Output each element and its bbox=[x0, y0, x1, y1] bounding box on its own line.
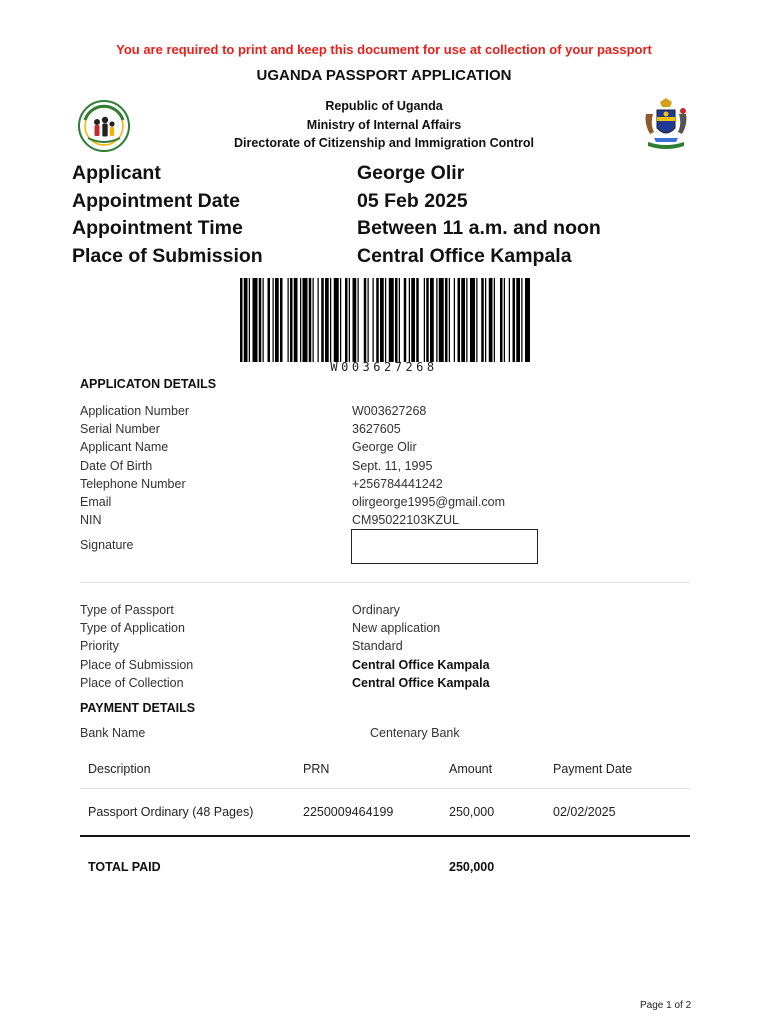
detail-label: Serial Number bbox=[80, 422, 160, 437]
barcode-bar bbox=[525, 278, 530, 362]
column-header: PRN bbox=[303, 762, 330, 776]
detail-value: Sept. 11, 1995 bbox=[352, 458, 433, 473]
signature-label: Signature bbox=[80, 538, 134, 552]
detail-value: George Olir bbox=[352, 440, 417, 455]
detail-label: Place of Collection bbox=[80, 675, 184, 690]
payment-date: 02/02/2025 bbox=[553, 805, 616, 819]
email-value: olirgeorge1995@gmail.com bbox=[352, 495, 506, 510]
barcode-bar bbox=[500, 278, 503, 362]
passport-details-list bbox=[80, 601, 690, 692]
barcode-bar bbox=[385, 278, 386, 362]
barcode-bar bbox=[373, 278, 374, 362]
summary-row-time bbox=[72, 215, 712, 243]
barcode-bar bbox=[268, 278, 271, 362]
detail-value: CM95022103KZUL bbox=[352, 513, 460, 528]
barcode-text: W003627268 bbox=[330, 360, 438, 374]
detail-value: +256784441242 bbox=[352, 476, 443, 491]
barcode-bar bbox=[253, 278, 258, 362]
barcode-bar bbox=[263, 278, 264, 362]
detail-label: Place of Submission bbox=[80, 657, 194, 672]
barcode-bar bbox=[494, 278, 495, 362]
barcode-bar bbox=[330, 278, 331, 362]
barcode-bar bbox=[358, 278, 359, 362]
barcode-bar bbox=[404, 278, 407, 362]
barcode-bar bbox=[439, 278, 444, 362]
detail-row bbox=[80, 457, 690, 475]
payment-table bbox=[80, 750, 690, 897]
barcode-bar bbox=[288, 278, 289, 362]
total-value: 250,000 bbox=[449, 860, 495, 874]
barcode-bar bbox=[294, 278, 298, 362]
barcode-bar bbox=[476, 278, 477, 362]
detail-row bbox=[80, 402, 690, 420]
barcode-bar bbox=[416, 278, 419, 362]
barcode-bar bbox=[389, 278, 394, 362]
detail-label: Applicant Name bbox=[80, 440, 169, 455]
application-details-title: APPLICATON DETAILS bbox=[80, 377, 217, 391]
barcode-bar bbox=[424, 278, 425, 362]
section-divider bbox=[80, 582, 690, 583]
barcode-bar bbox=[409, 278, 410, 362]
barcode-bar bbox=[489, 278, 493, 362]
application-details-list bbox=[80, 402, 690, 529]
detail-label: Date Of Birth bbox=[80, 458, 153, 473]
detail-row bbox=[80, 637, 690, 655]
barcode-bar bbox=[249, 278, 250, 362]
detail-row bbox=[80, 438, 690, 456]
detail-label: Application Number bbox=[80, 404, 190, 419]
detail-label: Type of Passport bbox=[80, 603, 174, 618]
barcode-bar bbox=[244, 278, 248, 362]
table-row bbox=[80, 789, 690, 837]
barcode-bar bbox=[380, 278, 384, 362]
barcode-bar bbox=[303, 278, 308, 362]
payment-prn: 2250009464199 bbox=[303, 805, 394, 819]
summary-row-date bbox=[72, 188, 712, 216]
barcode-bar bbox=[470, 278, 475, 362]
summary-label: Applicant bbox=[72, 162, 161, 185]
detail-value: 3627605 bbox=[352, 422, 401, 437]
detail-row bbox=[80, 656, 690, 674]
summary-label: Appointment Time bbox=[72, 217, 243, 240]
barcode-bar bbox=[364, 278, 367, 362]
page-number: Page 1 of 2 bbox=[640, 1000, 692, 1011]
collection-notice: You are required to print and keep this document for use at collection of your passport bbox=[116, 42, 652, 57]
barcode-bar bbox=[313, 278, 314, 362]
detail-row bbox=[80, 601, 690, 619]
barcode-bar bbox=[399, 278, 400, 362]
detail-value: Ordinary bbox=[352, 603, 400, 618]
barcode-bar bbox=[458, 278, 461, 362]
signature-box bbox=[351, 529, 538, 564]
barcode-bar bbox=[334, 278, 339, 362]
barcode-bar bbox=[325, 278, 329, 362]
document-title: UGANDA PASSPORT APPLICATION bbox=[256, 67, 512, 84]
barcode-bar bbox=[436, 278, 437, 362]
bank-name-label: Bank Name bbox=[80, 726, 146, 740]
bank-name-value: Centenary Bank bbox=[370, 726, 460, 740]
barcode-bar bbox=[309, 278, 312, 362]
header-line-country: Republic of Uganda bbox=[325, 99, 443, 113]
barcode-bar bbox=[300, 278, 301, 362]
payment-details-title: PAYMENT DETAILS bbox=[80, 701, 196, 715]
barcode-bar bbox=[445, 278, 448, 362]
barcode-bar bbox=[516, 278, 520, 362]
barcode-bar bbox=[349, 278, 350, 362]
column-header: Description bbox=[88, 762, 151, 776]
column-header: Payment Date bbox=[553, 762, 633, 776]
barcode-bar bbox=[368, 278, 369, 362]
total-row bbox=[80, 837, 690, 897]
barcode-bar bbox=[240, 278, 243, 362]
detail-value: W003627268 bbox=[352, 404, 427, 419]
detail-value: Central Office Kampala bbox=[352, 657, 490, 672]
detail-row bbox=[80, 493, 690, 511]
summary-label: Place of Submission bbox=[72, 244, 263, 267]
payment-description: Passport Ordinary (48 Pages) bbox=[88, 805, 254, 819]
summary-row-applicant bbox=[72, 160, 712, 188]
header-line-directorate: Directorate of Citizenship and Immigration Control bbox=[233, 136, 535, 150]
barcode-bar bbox=[426, 278, 429, 362]
barcode-bar bbox=[275, 278, 279, 362]
barcode-bar bbox=[430, 278, 434, 362]
summary-value: Central Office Kampala bbox=[357, 244, 572, 267]
detail-row bbox=[80, 475, 690, 493]
barcode-bar bbox=[321, 278, 324, 362]
barcode-bar bbox=[504, 278, 505, 362]
barcode bbox=[238, 278, 530, 362]
summary-label: Appointment Date bbox=[72, 189, 240, 212]
barcode-bar bbox=[395, 278, 398, 362]
detail-value: Standard bbox=[352, 639, 403, 654]
barcode-bar bbox=[454, 278, 455, 362]
detail-row bbox=[80, 511, 690, 529]
detail-row bbox=[80, 420, 690, 438]
summary-row-place bbox=[72, 243, 712, 271]
barcode-bar bbox=[411, 278, 415, 362]
barcode-bar bbox=[345, 278, 348, 362]
detail-row bbox=[80, 674, 690, 692]
barcode-bar bbox=[449, 278, 450, 362]
detail-row bbox=[80, 619, 690, 637]
summary-value: George Olir bbox=[357, 162, 465, 185]
barcode-bar bbox=[290, 278, 293, 362]
detail-label: Type of Application bbox=[80, 621, 185, 636]
barcode-bar bbox=[340, 278, 341, 362]
barcode-bar bbox=[481, 278, 484, 362]
barcode-bar bbox=[353, 278, 357, 362]
coat-of-arms-icon bbox=[640, 98, 692, 152]
detail-label: Priority bbox=[80, 639, 119, 654]
detail-value: Central Office Kampala bbox=[352, 675, 490, 690]
barcode-bar bbox=[485, 278, 486, 362]
barcode-bar bbox=[318, 278, 319, 362]
payment-amount: 250,000 bbox=[449, 805, 495, 819]
detail-label: NIN bbox=[80, 513, 102, 528]
barcode-bar bbox=[513, 278, 516, 362]
summary-value: 05 Feb 2025 bbox=[357, 189, 468, 212]
detail-label: Telephone Number bbox=[80, 476, 186, 491]
appointment-summary bbox=[72, 160, 712, 270]
barcode-bar bbox=[259, 278, 262, 362]
total-label: TOTAL PAID bbox=[88, 860, 161, 874]
barcode-bar bbox=[509, 278, 510, 362]
barcode-bar bbox=[273, 278, 274, 362]
barcode-bar bbox=[466, 278, 467, 362]
column-header: Amount bbox=[449, 762, 493, 776]
barcode-bar bbox=[376, 278, 379, 362]
payment-table-header bbox=[80, 750, 690, 789]
summary-value: Between 11 a.m. and noon bbox=[357, 217, 601, 240]
detail-label: Email bbox=[80, 495, 112, 510]
header-line-ministry: Ministry of Internal Affairs bbox=[306, 117, 462, 132]
barcode-bar bbox=[521, 278, 522, 362]
barcode-bar bbox=[280, 278, 283, 362]
detail-value: New application bbox=[352, 621, 441, 636]
barcode-bar bbox=[461, 278, 465, 362]
